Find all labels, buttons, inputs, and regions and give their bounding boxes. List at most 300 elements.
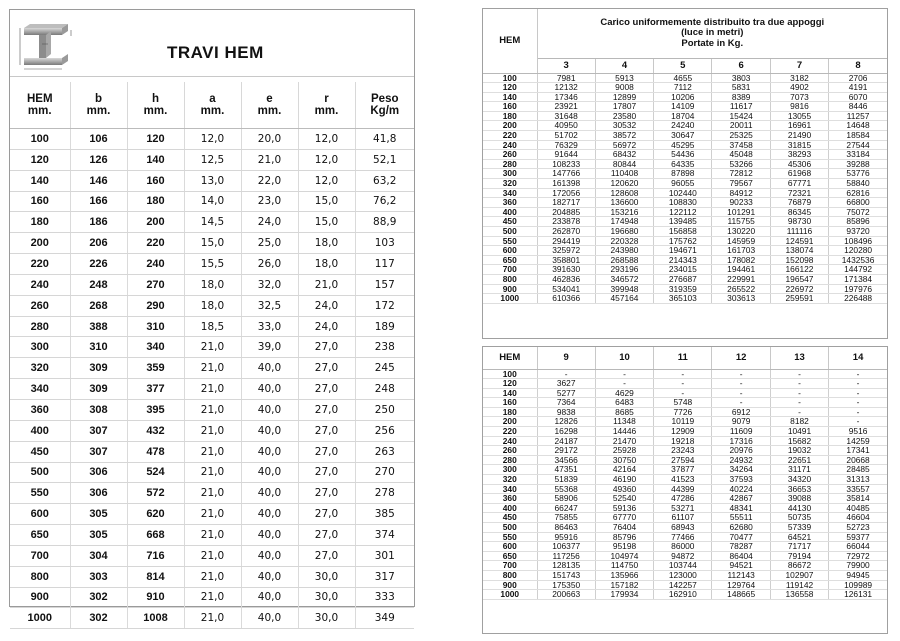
table-cell: - <box>654 369 712 379</box>
table-cell: 248 <box>70 274 127 295</box>
table-cell: 6483 <box>595 398 653 408</box>
table-cell: 140 <box>483 388 537 398</box>
table-cell: 333 <box>355 587 414 608</box>
table-cell: 75855 <box>537 513 595 523</box>
table-cell: 53271 <box>654 503 712 513</box>
table-cell: 171384 <box>829 274 887 284</box>
table-cell: 5913 <box>595 73 653 83</box>
table-cell: 24,0 <box>298 316 355 337</box>
table-cell: 317 <box>355 566 414 587</box>
table-cell: 63,2 <box>355 170 414 191</box>
column-header-top: b <box>94 93 103 105</box>
table-cell: 15,0 <box>298 212 355 233</box>
table-cell: 204885 <box>537 207 595 217</box>
hem-column-header: HEM <box>483 347 537 369</box>
table-cell: 51839 <box>537 475 595 485</box>
table-cell: 220328 <box>595 236 653 246</box>
table-cell: 240 <box>483 140 537 150</box>
table-cell: 910 <box>127 587 184 608</box>
table-cell: 194461 <box>712 265 770 275</box>
table-cell: 214343 <box>654 255 712 265</box>
table-cell: 45295 <box>654 140 712 150</box>
table-cell: 67771 <box>770 179 828 189</box>
table-cell: 27,0 <box>298 483 355 504</box>
table-cell: 360 <box>483 198 537 208</box>
table-cell: 42867 <box>712 494 770 504</box>
table-cell: 290 <box>127 295 184 316</box>
table-cell: 19218 <box>654 436 712 446</box>
table-cell: 128608 <box>595 188 653 198</box>
table-cell: 9079 <box>712 417 770 427</box>
table-cell: 80844 <box>595 159 653 169</box>
table-cell: 21,0 <box>184 420 241 441</box>
table-cell: 10491 <box>770 427 828 437</box>
table-cell: 40,0 <box>241 462 298 483</box>
table-row <box>10 608 414 629</box>
table-cell: 197976 <box>829 284 887 294</box>
table-cell: - <box>770 398 828 408</box>
table-cell: 260 <box>10 295 70 316</box>
i-beam-icon <box>18 20 76 72</box>
table-cell: 600 <box>483 246 537 256</box>
table-row <box>483 179 887 189</box>
table-row <box>10 587 414 608</box>
table-cell: 56972 <box>595 140 653 150</box>
table-cell: 18,0 <box>298 233 355 254</box>
table-cell: 13055 <box>770 111 828 121</box>
table-cell: 13,0 <box>184 170 241 191</box>
table-cell: 395 <box>127 399 184 420</box>
table-row <box>10 337 414 358</box>
table-cell: 42164 <box>595 465 653 475</box>
table-cell: 120 <box>483 379 537 389</box>
span-header: 11 <box>654 347 712 369</box>
table-cell: 162910 <box>654 590 712 600</box>
table-cell: 25325 <box>712 131 770 141</box>
table-cell: 86463 <box>537 523 595 533</box>
table-cell: 23580 <box>595 111 653 121</box>
table-title: TRAVI HEM <box>167 43 264 62</box>
table-cell: 94521 <box>712 561 770 571</box>
table-cell: 276687 <box>654 274 712 284</box>
table-cell: 800 <box>483 570 537 580</box>
table-cell: 309 <box>70 379 127 400</box>
table-cell: 716 <box>127 545 184 566</box>
table-cell: 52,1 <box>355 149 414 170</box>
table-cell: 72972 <box>829 551 887 561</box>
table-cell: 86672 <box>770 561 828 571</box>
table-row <box>483 523 887 533</box>
table-cell: 302 <box>70 587 127 608</box>
table-cell: 30,0 <box>298 566 355 587</box>
table-row <box>483 83 887 93</box>
table-cell: 31815 <box>770 140 828 150</box>
span-header: 10 <box>595 347 653 369</box>
table-cell: 27,0 <box>298 462 355 483</box>
table-cell: 33557 <box>829 484 887 494</box>
table-cell: 900 <box>483 284 537 294</box>
table-cell: 14648 <box>829 121 887 131</box>
table-cell: 450 <box>483 217 537 227</box>
table-cell: 5748 <box>654 398 712 408</box>
table-cell: 44130 <box>770 503 828 513</box>
column-header-unit: mm. <box>27 105 52 117</box>
table-cell: 37877 <box>654 465 712 475</box>
table-cell: 40224 <box>712 484 770 494</box>
table-cell: 61968 <box>770 169 828 179</box>
table-cell: 1000 <box>483 294 537 304</box>
table-cell: 21,0 <box>184 545 241 566</box>
table-cell: 27594 <box>654 455 712 465</box>
table-cell: 161398 <box>537 179 595 189</box>
table-cell: 86345 <box>770 207 828 217</box>
table-cell: 111116 <box>770 227 828 237</box>
table-cell: 148665 <box>712 590 770 600</box>
table-cell: 31171 <box>770 465 828 475</box>
table-cell: 166 <box>70 191 127 212</box>
table-cell: 14109 <box>654 102 712 112</box>
table-cell: 300 <box>10 337 70 358</box>
table-cell: 103744 <box>654 561 712 571</box>
table-cell: 178082 <box>712 255 770 265</box>
table-cell: - <box>770 388 828 398</box>
table-cell: 145959 <box>712 236 770 246</box>
load-caption <box>537 9 887 58</box>
table-cell: 45048 <box>712 150 770 160</box>
table-cell: 294419 <box>537 236 595 246</box>
table-cell: 24,0 <box>298 295 355 316</box>
table-cell: 47351 <box>537 465 595 475</box>
table-cell: 20976 <box>712 446 770 456</box>
table-cell: 14259 <box>829 436 887 446</box>
table-cell: 86000 <box>654 542 712 552</box>
table-cell: 112143 <box>712 570 770 580</box>
table-cell: 391630 <box>537 265 595 275</box>
table-cell: 55511 <box>712 513 770 523</box>
table-row <box>483 274 887 284</box>
table-cell: - <box>829 398 887 408</box>
table-cell: 41,8 <box>355 129 414 150</box>
table-row <box>483 494 887 504</box>
table-cell: 54436 <box>654 150 712 160</box>
table-cell: 102440 <box>654 188 712 198</box>
table-cell: 1432536 <box>829 255 887 265</box>
table-cell: 300 <box>483 169 537 179</box>
table-cell: 534041 <box>537 284 595 294</box>
table-cell: 114750 <box>595 561 653 571</box>
table-cell: 21,0 <box>184 358 241 379</box>
table-cell: 800 <box>483 274 537 284</box>
table-cell: 160 <box>127 170 184 191</box>
table-cell: 21490 <box>770 131 828 141</box>
table-cell: 18704 <box>654 111 712 121</box>
table-cell: 79567 <box>712 179 770 189</box>
table-cell: 160 <box>483 398 537 408</box>
table-cell: 48341 <box>712 503 770 513</box>
table-cell: 67770 <box>595 513 653 523</box>
table-cell: 248 <box>355 379 414 400</box>
table-row <box>483 446 887 456</box>
table-cell: 27,0 <box>298 379 355 400</box>
table-row <box>483 542 887 552</box>
table-cell: 152098 <box>770 255 828 265</box>
table-cell: 32,0 <box>241 274 298 295</box>
table-cell: 524 <box>127 462 184 483</box>
table-cell: 5277 <box>537 388 595 398</box>
span-header: 6 <box>712 58 770 73</box>
table-cell: 64521 <box>770 532 828 542</box>
table-cell: 157182 <box>595 580 653 590</box>
table-cell: 432 <box>127 420 184 441</box>
table-cell: 226 <box>70 254 127 275</box>
table-header-area <box>10 10 414 77</box>
table-cell: 71717 <box>770 542 828 552</box>
table-cell: 120 <box>483 83 537 93</box>
table-cell: 91644 <box>537 150 595 160</box>
table-cell: 117 <box>355 254 414 275</box>
table-cell: 340 <box>127 337 184 358</box>
table-cell: 21,0 <box>184 566 241 587</box>
column-header-top: r <box>324 93 329 105</box>
table-cell: 46190 <box>595 475 653 485</box>
table-cell: 3182 <box>770 73 828 83</box>
table-cell: 130220 <box>712 227 770 237</box>
table-cell: 94945 <box>829 570 887 580</box>
table-cell: 27,0 <box>298 525 355 546</box>
table-row <box>483 570 887 580</box>
table-cell: 140 <box>483 92 537 102</box>
table-cell: 128135 <box>537 561 595 571</box>
table-cell: - <box>829 417 887 427</box>
table-cell: 238 <box>355 337 414 358</box>
table-cell: 4629 <box>595 388 653 398</box>
table-cell: 126131 <box>829 590 887 600</box>
table-row <box>483 102 887 112</box>
table-cell: 234015 <box>654 265 712 275</box>
table-cell: 21,0 <box>184 608 241 629</box>
header-row <box>10 82 414 129</box>
table-cell: 27,0 <box>298 337 355 358</box>
table-cell: 306 <box>70 462 127 483</box>
table-cell: 349 <box>355 608 414 629</box>
table-cell: 160 <box>483 102 537 112</box>
table-cell: 174948 <box>595 217 653 227</box>
table-cell: 108496 <box>829 236 887 246</box>
table-cell: 53776 <box>829 169 887 179</box>
span-header-row <box>483 58 887 73</box>
table-cell: 45306 <box>770 159 828 169</box>
table-cell: - <box>654 379 712 389</box>
table-cell: 115755 <box>712 217 770 227</box>
table-cell: 12,0 <box>298 149 355 170</box>
table-cell: 21,0 <box>184 379 241 400</box>
table-cell: - <box>537 369 595 379</box>
table-cell: 96055 <box>654 179 712 189</box>
table-cell: 53266 <box>712 159 770 169</box>
table-cell: 108233 <box>537 159 595 169</box>
table-cell: 160 <box>10 191 70 212</box>
span-header: 8 <box>829 58 887 73</box>
table-cell: 500 <box>483 227 537 237</box>
table-cell: 166122 <box>770 265 828 275</box>
table-cell: 34264 <box>712 465 770 475</box>
table-cell: 33,0 <box>241 316 298 337</box>
table-cell: 10119 <box>654 417 712 427</box>
table-cell: 38293 <box>770 150 828 160</box>
table-cell: 650 <box>10 525 70 546</box>
table-cell: 180 <box>483 407 537 417</box>
column-header <box>127 82 184 129</box>
table-cell: 600 <box>10 504 70 525</box>
table-cell: 24240 <box>654 121 712 131</box>
table-cell: 34566 <box>537 455 595 465</box>
table-cell: 76404 <box>595 523 653 533</box>
table-row <box>10 358 414 379</box>
table-cell: 57339 <box>770 523 828 533</box>
table-cell: 59377 <box>829 532 887 542</box>
table-cell: 139485 <box>654 217 712 227</box>
table-cell: 12826 <box>537 417 595 427</box>
table-cell: 12,0 <box>298 129 355 150</box>
table-cell: 11348 <box>595 417 653 427</box>
column-header <box>184 82 241 129</box>
table-cell: 310 <box>70 337 127 358</box>
table-cell: 319359 <box>654 284 712 294</box>
table-cell: 18,0 <box>184 295 241 316</box>
table-cell: 27,0 <box>298 420 355 441</box>
table-cell: 200 <box>483 417 537 427</box>
table-cell: 15,0 <box>184 233 241 254</box>
table-cell: 194671 <box>654 246 712 256</box>
table-cell: 21,0 <box>184 399 241 420</box>
table-cell: 109989 <box>829 580 887 590</box>
table-cell: 27,0 <box>298 441 355 462</box>
span-header-row <box>483 347 887 369</box>
table-cell: 172056 <box>537 188 595 198</box>
table-cell: 27,0 <box>298 399 355 420</box>
table-cell: 12899 <box>595 92 653 102</box>
table-cell: 34320 <box>770 475 828 485</box>
table-cell: 31313 <box>829 475 887 485</box>
column-header <box>10 82 70 129</box>
span-header: 5 <box>654 58 712 73</box>
table-cell: 38572 <box>595 131 653 141</box>
table-cell: 85796 <box>595 532 653 542</box>
table-cell: 16298 <box>537 427 595 437</box>
table-cell: - <box>595 369 653 379</box>
table-cell: 126 <box>70 149 127 170</box>
table-cell: 40,0 <box>241 525 298 546</box>
table-cell: - <box>654 388 712 398</box>
table-cell: - <box>770 379 828 389</box>
table-cell: 144792 <box>829 265 887 275</box>
table-cell: 300 <box>483 465 537 475</box>
table-cell: 340 <box>483 484 537 494</box>
table-cell: 303613 <box>712 294 770 304</box>
table-cell: 36653 <box>770 484 828 494</box>
table-cell: 76329 <box>537 140 595 150</box>
table-cell: 40,0 <box>241 358 298 379</box>
table-cell: 307 <box>70 441 127 462</box>
table-cell: 31648 <box>537 111 595 121</box>
table-cell: 147766 <box>537 169 595 179</box>
table-cell: 98730 <box>770 217 828 227</box>
table-cell: 240 <box>10 274 70 295</box>
column-header-unit: mm. <box>314 105 339 117</box>
table-cell: 21,0 <box>184 337 241 358</box>
table-cell: 186 <box>70 212 127 233</box>
table-cell: 270 <box>127 274 184 295</box>
table-row <box>483 150 887 160</box>
table-cell: 40,0 <box>241 399 298 420</box>
table-cell: 650 <box>483 255 537 265</box>
table-cell: 226972 <box>770 284 828 294</box>
table-row <box>483 398 887 408</box>
table-cell: 27,0 <box>298 545 355 566</box>
table-row <box>10 191 414 212</box>
table-cell: 11617 <box>712 102 770 112</box>
table-cell: 18,0 <box>298 254 355 275</box>
table-row <box>10 316 414 337</box>
table-cell: 17341 <box>829 446 887 456</box>
table-cell: 450 <box>483 513 537 523</box>
table-cell: 18,0 <box>184 274 241 295</box>
column-header-unit: mm. <box>200 105 225 117</box>
table-row <box>10 462 414 483</box>
table-cell: 140 <box>127 149 184 170</box>
table-cell: 180 <box>127 191 184 212</box>
table-cell: 200663 <box>537 590 595 600</box>
table-cell: 320 <box>10 358 70 379</box>
table-cell: 22,0 <box>241 170 298 191</box>
table-cell: 340 <box>483 188 537 198</box>
table-cell: 450 <box>10 441 70 462</box>
table-cell: 550 <box>483 236 537 246</box>
table-cell: 27544 <box>829 140 887 150</box>
table-cell: 95198 <box>595 542 653 552</box>
table-cell: 119142 <box>770 580 828 590</box>
table-cell: 4902 <box>770 83 828 93</box>
table-cell: 457164 <box>595 294 653 304</box>
hem-column-header: HEM <box>483 9 537 73</box>
table-cell: 108830 <box>654 198 712 208</box>
load-table-spans-3-8 <box>482 8 888 339</box>
table-cell: 129764 <box>712 580 770 590</box>
table-cell: 365103 <box>654 294 712 304</box>
table-cell: 40,0 <box>241 379 298 400</box>
table-cell: 15682 <box>770 436 828 446</box>
table-cell: 388 <box>70 316 127 337</box>
table-cell: 68943 <box>654 523 712 533</box>
table-cell: 20668 <box>829 455 887 465</box>
table-cell: 66044 <box>829 542 887 552</box>
table-cell: - <box>712 388 770 398</box>
caption-line-3: Portate in Kg. <box>681 37 744 49</box>
table-cell: 101291 <box>712 207 770 217</box>
table-cell: 40,0 <box>241 441 298 462</box>
column-header-top: HEM <box>26 93 53 105</box>
table-cell: 136600 <box>595 198 653 208</box>
table-row <box>10 254 414 275</box>
table-row <box>10 525 414 546</box>
table-cell: 220 <box>127 233 184 254</box>
column-header-top: e <box>266 93 273 105</box>
table-cell: 1008 <box>127 608 184 629</box>
table-cell: 17316 <box>712 436 770 446</box>
table-cell: 72321 <box>770 188 828 198</box>
table-row <box>10 170 414 191</box>
table-cell: 49360 <box>595 484 653 494</box>
